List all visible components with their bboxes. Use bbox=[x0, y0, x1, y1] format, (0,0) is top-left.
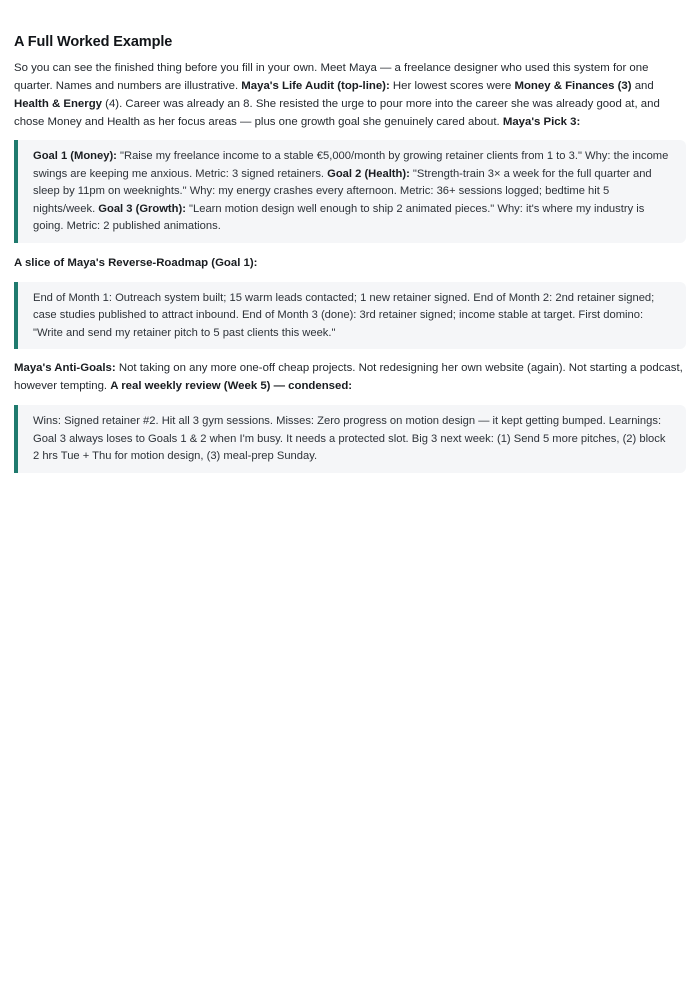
roadmap-heading: A slice of Maya's Reverse-Roadmap (Goal 1): bbox=[14, 256, 258, 269]
goal3-label: Goal 3 (Growth): bbox=[98, 202, 186, 215]
intro-text-1: So you can see the finished thing before you fill in your own. Meet Maya — a freelance designer who used this system for one quarter. Names and numbers are illustrative. bbox=[14, 62, 649, 92]
anti-goals-label: Maya's Anti-Goals: bbox=[14, 362, 116, 374]
intro-paragraph bbox=[14, 59, 686, 131]
goal2-text: "Strength-train 3× a week for the full quarter and sleep by 11pm on weeknights." Why: my energy crashes every afternoon. Metric: 36+ sessions logged; bedtime hit 5 nights/week. bbox=[33, 167, 652, 215]
life-audit-label: Maya's Life Audit (top-line): bbox=[241, 80, 390, 92]
roadmap-text: End of Month 1: Outreach system built; 15 warm leads contacted; 1 new retainer signed. End of Month 2: 2nd retainer signed; case studies published to attract inbound. End of Month 3 (done): 3rd retainer signed; income stable at target. First domino: "Write and send my retainer pitch to 5 past clients this week." bbox=[33, 291, 655, 339]
section-title: A Full Worked Example bbox=[14, 34, 173, 50]
weekly-review-text: Wins: Signed retainer #2. Hit all 3 gym sessions. Misses: Zero progress on motion design — it kept getting bumped. Learnings: Goal 3 always loses to Goals 1 & 2 when I'm busy. It needs a protected slot. Big 3 next week: (1) Send 5 more pitches, (2) block 2 hrs Tue + Thu for motion design, (3) meal-prep Sunday. bbox=[33, 415, 666, 462]
goal1-label: Goal 1 (Money): bbox=[33, 150, 117, 162]
roadmap-callout bbox=[14, 282, 686, 350]
anti-goals-paragraph bbox=[14, 359, 686, 395]
worked-example-section bbox=[14, 33, 686, 473]
goal3-text: "Learn motion design well enough to ship 2 animated pieces." Why: it's where my industry is going. Metric: 2 published animations. bbox=[33, 202, 645, 232]
health-label: Health & Energy bbox=[14, 98, 102, 110]
pick3-callout bbox=[14, 140, 686, 243]
intro-text-3: and bbox=[631, 80, 654, 92]
intro-text-4: (4). Career was already an 8. She resisted the urge to pour more into the career she was already good at, and chose Money and Health as her focus areas — plus one growth goal she genuinely cared about. bbox=[14, 98, 660, 128]
anti-goals-text: Not taking on any more one-off cheap projects. Not redesigning her own website (again). Not starting a podcast, however tempting. bbox=[14, 362, 683, 392]
weekly-review-callout bbox=[14, 405, 686, 473]
money-score-label: Money & Finances (3) bbox=[514, 80, 632, 92]
weekly-review-label: A real weekly review (Week 5) — condensed: bbox=[110, 380, 353, 392]
pick3-label: Maya's Pick 3: bbox=[502, 116, 581, 128]
goal1-text: "Raise my freelance income to a stable €5,000/month by growing retainer clients from 1 to 3." Why: the income swings are keeping me anxious. Metric: 3 signed retainers. bbox=[33, 150, 669, 180]
goal2-label: Goal 2 (Health): bbox=[327, 167, 410, 180]
intro-text-2: Her lowest scores were bbox=[389, 80, 515, 92]
